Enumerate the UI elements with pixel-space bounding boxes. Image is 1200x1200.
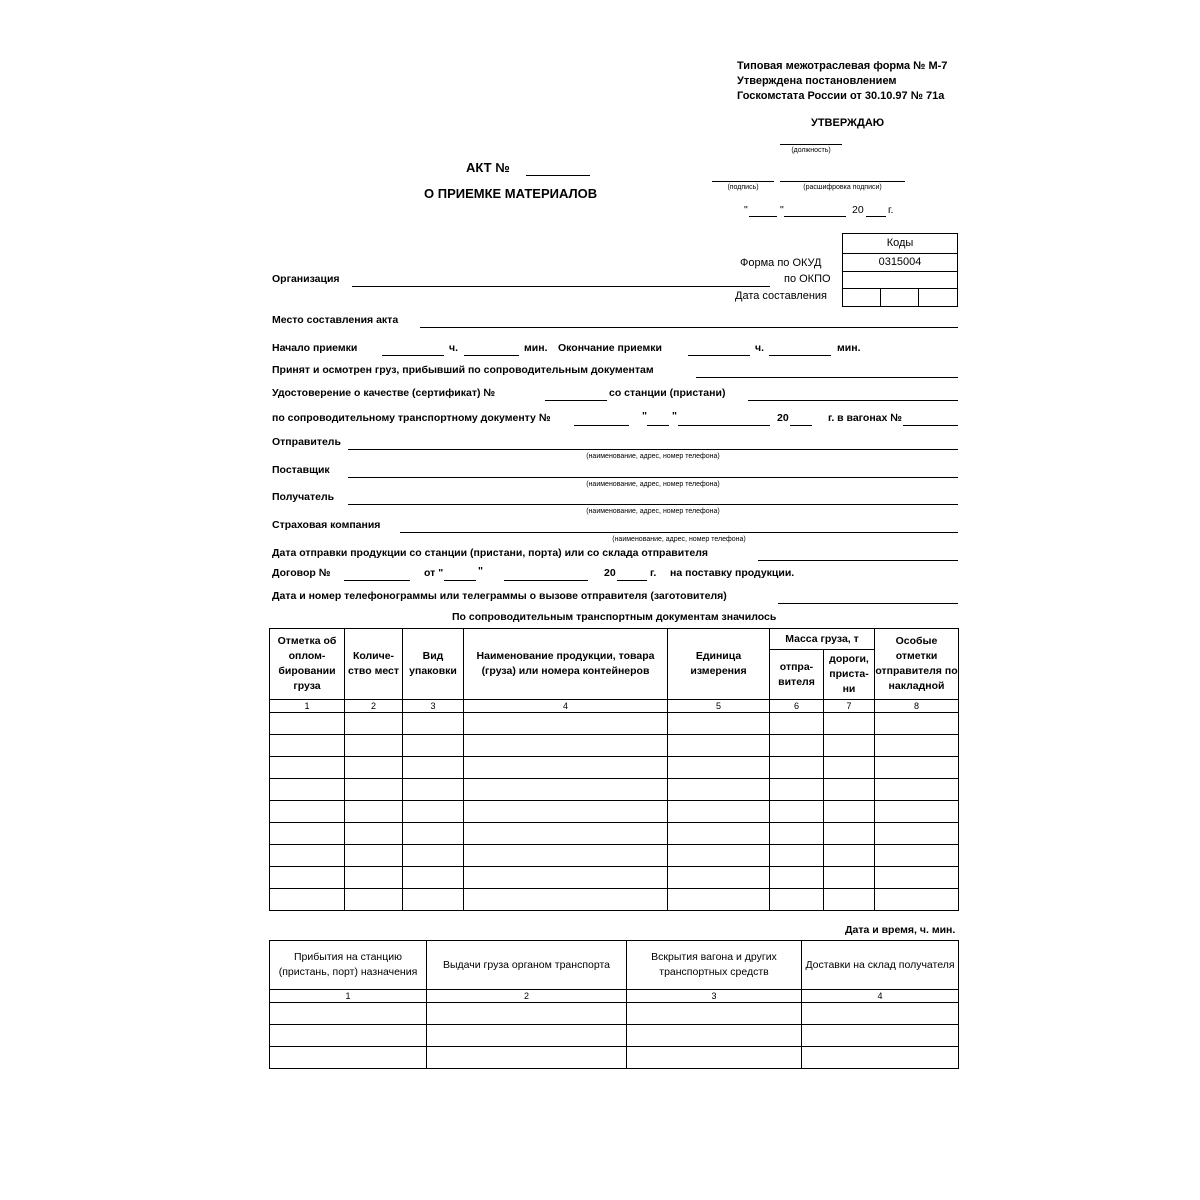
contract-year-suffix: г. <box>650 567 657 579</box>
transport-date-quote-open: " <box>642 410 647 422</box>
end-label: Окончание приемки <box>558 342 662 354</box>
table-cell[interactable] <box>464 867 668 889</box>
table-row <box>270 801 959 823</box>
col-number: 3 <box>627 990 802 1003</box>
approval-year-suffix: г. <box>888 204 894 216</box>
col-header-mass-road: дороги, приста-ни <box>824 650 875 700</box>
approved-by-line: Утверждена постановлением <box>737 75 897 87</box>
position-line[interactable] <box>780 144 842 145</box>
table-cell[interactable] <box>802 1025 959 1047</box>
codes-header: Коды <box>843 234 958 254</box>
table-cell[interactable] <box>668 779 770 801</box>
table-cell[interactable] <box>875 845 959 867</box>
from-station-line[interactable] <box>748 400 958 401</box>
form-type-line: Типовая межотраслевая форма № М-7 <box>737 60 948 72</box>
accepted-label: Принят и осмотрен груз, прибывший по сопроводительным документам <box>272 364 654 376</box>
table-cell[interactable] <box>770 713 824 735</box>
date-cell-day[interactable] <box>843 289 881 307</box>
transport-doc-label: по сопроводительному транспортному документу № <box>272 412 551 424</box>
place-label: Место составления акта <box>272 314 399 326</box>
col-number: 7 <box>824 700 875 713</box>
contract-year-prefix: 20 <box>604 567 616 579</box>
col-header-marks: Особые отметки отправителя по накладной <box>875 629 959 700</box>
sender-caption: (наименование, адрес, номер телефона) <box>586 453 720 460</box>
col-number: 4 <box>802 990 959 1003</box>
table-cell[interactable] <box>824 823 875 845</box>
approval-month-line[interactable] <box>784 216 846 217</box>
table-cell[interactable] <box>770 735 824 757</box>
table-row <box>270 779 959 801</box>
col-header-opening: Вскрытия вагона и других транспортных средств <box>627 941 802 990</box>
table-cell[interactable] <box>770 801 824 823</box>
table-cell[interactable] <box>345 735 403 757</box>
col-header-name: Наименование продукции, товара (груза) или номера контейнеров <box>464 629 668 700</box>
table-cell[interactable] <box>270 757 345 779</box>
table-cell[interactable] <box>270 735 345 757</box>
col-number: 4 <box>464 700 668 713</box>
ship-date-label: Дата отправки продукции со станции (пристани, порта) или со склада отправителя <box>272 547 708 559</box>
table-cell[interactable] <box>464 845 668 867</box>
act-number-line[interactable] <box>526 175 590 176</box>
table-row <box>270 757 959 779</box>
end-min-line[interactable] <box>769 355 831 356</box>
transport-date-quote-close: " <box>672 410 677 422</box>
table-cell[interactable] <box>770 823 824 845</box>
table-row <box>270 735 959 757</box>
table-cell[interactable] <box>345 757 403 779</box>
start-hour-unit: ч. <box>449 342 459 354</box>
table-cell[interactable] <box>270 845 345 867</box>
start-min-unit: мин. <box>524 342 548 354</box>
transport-month-line[interactable] <box>678 425 770 426</box>
table-cell[interactable] <box>824 713 875 735</box>
transport-year-prefix: 20 <box>777 412 789 424</box>
signature-decode-caption: (расшифровка подписи) <box>803 184 882 191</box>
col-header-unit: Единица измерения <box>668 629 770 700</box>
supplier-label: Поставщик <box>272 464 330 476</box>
certificate-label: Удостоверение о качестве (сертификат) № <box>272 387 496 399</box>
contract-number-line[interactable] <box>344 580 410 581</box>
approval-year-line[interactable] <box>866 216 886 217</box>
table-cell[interactable] <box>345 779 403 801</box>
table-cell[interactable] <box>627 1003 802 1025</box>
table-cell[interactable] <box>668 823 770 845</box>
table-cell[interactable] <box>824 801 875 823</box>
organization-line[interactable] <box>352 286 770 287</box>
col-header-pack: Вид упаковки <box>403 629 464 700</box>
table-cell[interactable] <box>875 823 959 845</box>
table-cell[interactable] <box>403 713 464 735</box>
contract-from-label: от " <box>424 567 444 579</box>
table-cell[interactable] <box>403 823 464 845</box>
table-cell[interactable] <box>770 779 824 801</box>
datetime-caption: Дата и время, ч. мин. <box>845 924 956 936</box>
table-cell[interactable] <box>345 867 403 889</box>
contract-quote-close: " <box>478 565 483 577</box>
col-number: 3 <box>403 700 464 713</box>
transport-doc-line[interactable] <box>574 425 629 426</box>
table-row <box>270 1025 959 1047</box>
goskomstat-line: Госкомстата России от 30.10.97 № 71а <box>737 90 945 102</box>
table-cell[interactable] <box>770 757 824 779</box>
col-number: 2 <box>345 700 403 713</box>
contract-day-line[interactable] <box>444 580 476 581</box>
transport-year-line[interactable] <box>790 425 812 426</box>
phonogram-label: Дата и номер телефонограммы или телеграммы о вызове отправителя (заготовителя) <box>272 590 727 602</box>
col-number: 5 <box>668 700 770 713</box>
okud-code: 0315004 <box>843 254 958 272</box>
document-title: О ПРИЕМКЕ МАТЕРИАЛОВ <box>424 186 598 201</box>
approval-day-line[interactable] <box>749 216 777 217</box>
insurance-caption: (наименование, адрес, номер телефона) <box>612 536 746 543</box>
col-number: 8 <box>875 700 959 713</box>
table-cell[interactable] <box>403 779 464 801</box>
start-min-line[interactable] <box>464 355 519 356</box>
sender-label: Отправитель <box>272 436 341 448</box>
contract-month-line[interactable] <box>504 580 588 581</box>
table-cell[interactable] <box>403 867 464 889</box>
codes-table <box>842 233 958 307</box>
table-row <box>270 1047 959 1069</box>
act-number-label: АКТ № <box>466 160 510 175</box>
table-cell[interactable] <box>802 1047 959 1069</box>
table-cell[interactable] <box>464 801 668 823</box>
table-cell[interactable] <box>345 801 403 823</box>
table-row <box>270 889 959 911</box>
table-cell[interactable] <box>668 801 770 823</box>
table-cell[interactable] <box>824 735 875 757</box>
table-row <box>270 713 959 735</box>
col-header-mass-sender: отпра-вителя <box>770 650 824 700</box>
table-cell[interactable] <box>403 889 464 911</box>
table-cell[interactable] <box>345 823 403 845</box>
table-cell[interactable] <box>270 823 345 845</box>
table-cell[interactable] <box>464 757 668 779</box>
table-cell[interactable] <box>403 845 464 867</box>
end-hour-line[interactable] <box>688 355 750 356</box>
col-number: 6 <box>770 700 824 713</box>
table-cell[interactable] <box>270 1047 427 1069</box>
table-cell[interactable] <box>427 1025 627 1047</box>
okud-label: Форма по ОКУД <box>740 257 822 269</box>
certificate-line[interactable] <box>545 400 607 401</box>
contract-label: Договор № <box>272 567 331 579</box>
organization-label: Организация <box>272 273 340 285</box>
signature-caption: (подпись) <box>727 184 759 191</box>
table-row <box>270 823 959 845</box>
contract-year-line[interactable] <box>617 580 647 581</box>
table-cell[interactable] <box>668 867 770 889</box>
table-cell[interactable] <box>464 713 668 735</box>
receiver-caption: (наименование, адрес, номер телефона) <box>586 508 720 515</box>
insurance-label: Страховая компания <box>272 519 381 531</box>
col-header-arrival: Прибытия на станцию (пристань, порт) назначения <box>270 941 427 990</box>
table-cell[interactable] <box>770 845 824 867</box>
supplier-caption: (наименование, адрес, номер телефона) <box>586 481 720 488</box>
receiver-line[interactable] <box>348 504 958 505</box>
in-wagons-label: г. в вагонах № <box>828 412 902 424</box>
approval-year-prefix: 20 <box>852 204 864 216</box>
table-row <box>270 867 959 889</box>
wagons-line[interactable] <box>903 425 958 426</box>
contract-tail: на поставку продукции. <box>670 567 795 579</box>
table-row <box>270 1003 959 1025</box>
date-cell-year[interactable] <box>919 289 958 307</box>
date-compiled-label: Дата составления <box>735 290 827 302</box>
table-cell[interactable] <box>270 1003 427 1025</box>
table-cell[interactable] <box>270 713 345 735</box>
table-cell[interactable] <box>824 757 875 779</box>
table-cell[interactable] <box>403 757 464 779</box>
approval-date-quote-close: " <box>780 204 784 216</box>
table-cell[interactable] <box>427 1047 627 1069</box>
approve-label: УТВЕРЖДАЮ <box>811 117 885 129</box>
table-cell[interactable] <box>464 779 668 801</box>
table-cell[interactable] <box>875 757 959 779</box>
signature-line[interactable] <box>712 181 774 182</box>
table-cell[interactable] <box>403 735 464 757</box>
transport-day-line[interactable] <box>647 425 669 426</box>
col-header-seal: Отметка об оплом-бировании груза <box>270 629 345 700</box>
col-header-delivery: Доставки на склад получателя <box>802 941 959 990</box>
table-cell[interactable] <box>464 889 668 911</box>
table-cell[interactable] <box>802 1003 959 1025</box>
place-line[interactable] <box>420 327 958 328</box>
table-cell[interactable] <box>464 823 668 845</box>
table-title: По сопроводительным транспортным документам значилось <box>452 611 777 623</box>
table-cell[interactable] <box>824 889 875 911</box>
col-header-release: Выдачи груза органом транспорта <box>427 941 627 990</box>
accepted-line[interactable] <box>696 377 958 378</box>
goods-table <box>269 628 959 911</box>
table-cell[interactable] <box>824 845 875 867</box>
col-number: 1 <box>270 700 345 713</box>
col-number: 2 <box>427 990 627 1003</box>
date-cell-month[interactable] <box>881 289 919 307</box>
table-cell[interactable] <box>668 757 770 779</box>
col-header-mass: Масса груза, т <box>770 629 875 650</box>
table-cell[interactable] <box>668 845 770 867</box>
table-cell[interactable] <box>270 779 345 801</box>
supplier-line[interactable] <box>348 477 958 478</box>
table-cell[interactable] <box>345 889 403 911</box>
position-caption: (должность) <box>791 147 831 154</box>
from-station-label: со станции (пристани) <box>609 387 726 399</box>
phonogram-line[interactable] <box>778 603 958 604</box>
table-cell[interactable] <box>270 889 345 911</box>
table-cell[interactable] <box>824 867 875 889</box>
end-hour-unit: ч. <box>755 342 765 354</box>
okpo-label: по ОКПО <box>784 273 831 285</box>
table-cell[interactable] <box>627 1025 802 1047</box>
col-number: 1 <box>270 990 427 1003</box>
table-cell[interactable] <box>668 735 770 757</box>
table-cell[interactable] <box>875 801 959 823</box>
table-cell[interactable] <box>427 1003 627 1025</box>
table-cell[interactable] <box>875 779 959 801</box>
table-cell[interactable] <box>770 867 824 889</box>
table-cell[interactable] <box>345 713 403 735</box>
table-cell[interactable] <box>770 889 824 911</box>
table-cell[interactable] <box>270 801 345 823</box>
ship-date-line[interactable] <box>758 560 958 561</box>
table-cell[interactable] <box>875 713 959 735</box>
table-cell[interactable] <box>403 801 464 823</box>
start-hour-line[interactable] <box>382 355 444 356</box>
table-cell[interactable] <box>668 889 770 911</box>
col-header-qty: Количе-ство мест <box>345 629 403 700</box>
dates-table <box>269 940 959 1069</box>
approval-date-quote-open: " <box>744 204 748 216</box>
start-label: Начало приемки <box>272 342 358 354</box>
receiver-label: Получатель <box>272 491 335 503</box>
table-cell[interactable] <box>345 845 403 867</box>
table-cell[interactable] <box>464 735 668 757</box>
sender-line[interactable] <box>348 449 958 450</box>
table-cell[interactable] <box>875 735 959 757</box>
table-cell[interactable] <box>627 1047 802 1069</box>
table-cell[interactable] <box>824 779 875 801</box>
end-min-unit: мин. <box>837 342 861 354</box>
table-cell[interactable] <box>270 867 345 889</box>
okpo-code-cell[interactable] <box>843 272 958 289</box>
table-cell[interactable] <box>875 867 959 889</box>
table-cell[interactable] <box>875 889 959 911</box>
signature-decode-line[interactable] <box>780 181 905 182</box>
table-cell[interactable] <box>668 713 770 735</box>
table-row <box>270 845 959 867</box>
insurance-line[interactable] <box>400 532 958 533</box>
table-cell[interactable] <box>270 1025 427 1047</box>
